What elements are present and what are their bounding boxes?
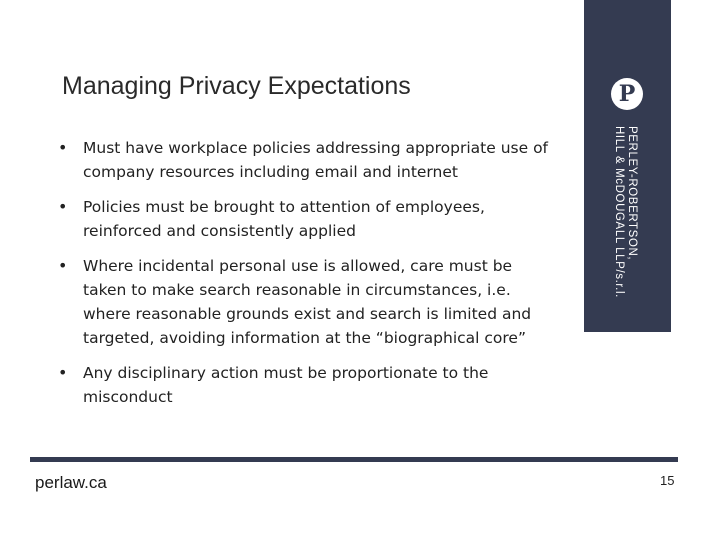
bullet-text: Policies must be brought to attention of employees, reinforced and consistently applied	[83, 198, 485, 240]
bullet-text: Where incidental personal use is allowed, care must be taken to make search reasonable in circumstances, i.e. where reasonable grounds exist and search is limited and targeted, avoiding information at the “biographical core”	[83, 257, 532, 347]
slide-title: Managing Privacy Expectations	[62, 72, 411, 100]
bullet-list	[58, 136, 558, 420]
bullet-item	[58, 195, 558, 243]
firm-logo-icon	[611, 78, 643, 110]
bullet-item	[58, 254, 558, 350]
firm-name	[612, 126, 638, 298]
bullet-dot-icon: •	[58, 197, 68, 216]
firm-name-line1: PERLEY-ROBERTSON,	[626, 126, 638, 261]
footer-divider	[30, 457, 678, 462]
firm-name-line2: HILL & McDOUGALL LLP/s.r.l.	[613, 126, 625, 298]
bullet-item	[58, 361, 558, 409]
bullet-text: Must have workplace policies addressing appropriate use of company resources including email and internet	[83, 139, 549, 181]
bullet-dot-icon: •	[58, 138, 68, 157]
brand-panel	[584, 0, 671, 332]
page-number: 15	[660, 473, 675, 488]
website-link[interactable]: perlaw.ca	[35, 473, 107, 492]
bullet-dot-icon: •	[58, 256, 68, 275]
logo-letter: P	[618, 81, 636, 107]
bullet-dot-icon: •	[58, 363, 68, 382]
bullet-text: Any disciplinary action must be proportionate to the misconduct	[83, 364, 489, 406]
bullet-item	[58, 136, 558, 184]
